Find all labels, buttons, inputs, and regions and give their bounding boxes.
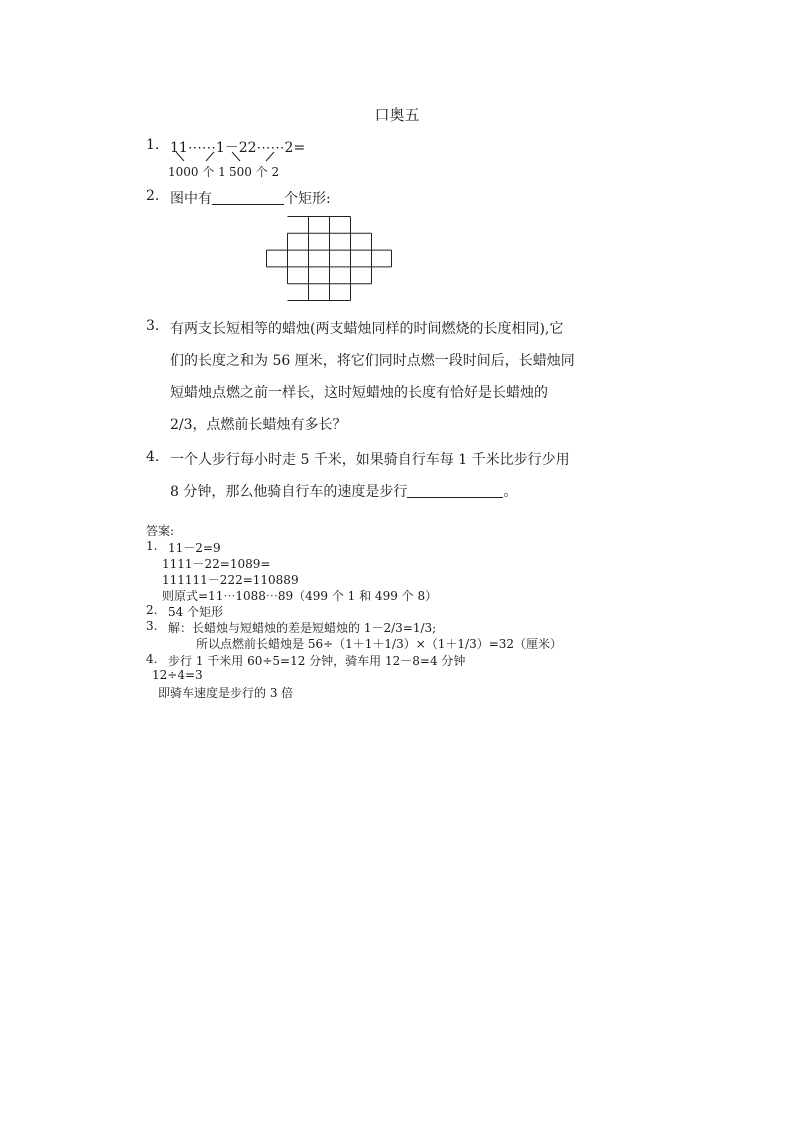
answer-1-line-1: 11－2=9 — [168, 541, 221, 555]
answer-1-line-3: 111111－222=110889 — [162, 573, 299, 587]
answer-4-line-2: 12÷4=3 — [152, 668, 203, 682]
question-3-line-3: 短蜡烛点燃之前一样长，这时短蜡烛的长度有恰好是长蜡烛的 — [170, 385, 548, 401]
question-3-number: 3. — [146, 318, 160, 334]
answer-4-number: 4. — [146, 652, 158, 666]
question-2-text-before: 图中有 — [170, 191, 212, 207]
question-2-text-after: 个矩形: — [284, 191, 331, 207]
question-4-line-2-after: 。 — [503, 484, 518, 500]
answer-blank — [407, 483, 503, 498]
question-4-number: 4. — [146, 449, 160, 465]
answer-blank — [212, 190, 284, 205]
question-1-brace-label-1: 1000 个 1 — [168, 165, 226, 179]
question-1-brace-marks — [170, 150, 290, 164]
question-4-line-1: 一个人步行每小时走 5 千米，如果骑自行车每 1 千米比步行少用 — [170, 452, 570, 468]
answer-1-number: 1. — [146, 539, 158, 553]
answer-4-line-3: 即骑车速度是步行的 3 倍 — [158, 686, 294, 700]
question-4-line-2 — [170, 481, 517, 501]
answer-3-line-1: 解：长蜡烛与短蜡烛的差是短蜡烛的 1－2/3=1/3; — [168, 621, 437, 635]
question-3-line-1: 有两支长短相等的蜡烛(两支蜡烛同样的时间燃烧的长度相同),它 — [170, 321, 564, 337]
question-4-line-2-before: 8 分钟，那么他骑自行车的速度是步行 — [170, 484, 408, 500]
answer-1-line-4: 则原式=11⋯1088⋯89（499 个 1 和 499 个 8） — [162, 589, 438, 603]
question-3-line-4: 2/3，点燃前长蜡烛有多长？ — [170, 417, 347, 433]
question-3-line-2: 们的长度之和为 56 厘米，将它们同时点燃一段时间后，长蜡烛同 — [170, 353, 575, 369]
answer-2-number: 2. — [146, 603, 158, 617]
answer-1-line-2: 1111－22=1089= — [162, 557, 271, 571]
question-2-number: 2. — [146, 188, 160, 204]
answer-4-line-1: 步行 1 千米用 60÷5=12 分钟，骑车用 12－8=4 分钟 — [168, 654, 466, 668]
question-1-expression: 11⋯⋯1－22⋯⋯2= — [170, 140, 306, 156]
answers-heading: 答案: — [146, 524, 175, 538]
answer-3-number: 3. — [146, 619, 158, 633]
answer-2-text: 54 个矩形 — [168, 605, 224, 619]
page-title: 口奥五 — [374, 106, 420, 124]
question-2-text — [170, 188, 331, 208]
rectangle-grid-figure — [266, 216, 392, 302]
answer-3-line-2: 所以点燃前长蜡烛是 56÷（1＋1＋1/3）×（1＋1/3）=32（厘米） — [196, 637, 563, 651]
question-1-brace-label-2: 500 个 2 — [229, 165, 280, 179]
question-1-number: 1. — [146, 137, 160, 153]
